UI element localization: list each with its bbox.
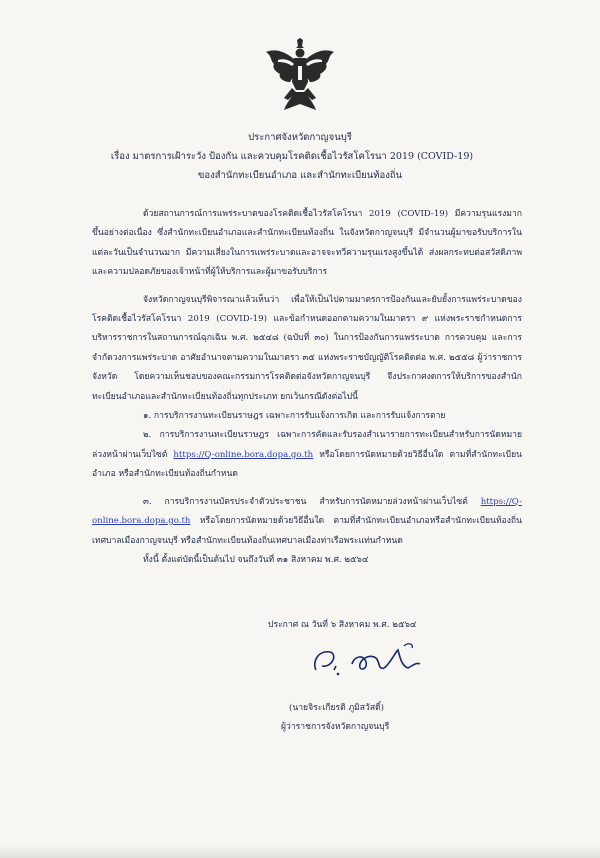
effective-period: ทั้งนี้ ตั้งแต่บัดนี้เป็นต้นไป จนถึงวันที่ ๓๑ สิงหาคม พ.ศ. ๒๕๖๔ xyxy=(143,554,369,565)
announcement-title: ประกาศจังหวัดกาญจนบุรี xyxy=(248,132,352,143)
signer-block xyxy=(281,699,389,737)
page-bottom-edge xyxy=(0,844,600,858)
exception-item-2 xyxy=(92,426,522,484)
exception-item-3-text: ๓. การบริการงานบัตรประจำตัวประชาชน สำหรับการนัดหมายล่วงหน้าผ่านเว็บไซต์ xyxy=(143,496,481,507)
paragraph-measures: จังหวัดกาญจนบุรีพิจารณาแล้วเห็นว่า เพื่อให้เป็นไปตามมาตรการป้องกันและยับยั้งการแพร่ระบาดของโรคติดเชื้อไวรัสโคโรนา 2019 (COVID-19) และข้อกำหนดออกตามความในมาตรา ๙ แห่งพระราชกำหนดการบริหารราชการในสถานการณ์ฉุกเฉิน พ.ศ. ๒๕๔๘ (ฉบับที่ ๓๐) ในการป้องกันการแพร่ระบาด การควบคุม และการจำกัดวงการแพร่ระบาด อาศัยอำนาจตามความในมาตรา ๓๕ แห่งพระราชบัญญัติโรคติดต่อ พ.ศ. ๒๕๕๘ ผู้ว่าราชการจังหวัด โดยความเห็นชอบของคณะกรรมการโรคติดต่อจังหวัดกาญจนบุรี จึงประกาศงดการให้บริการของสำนักทะเบียนอำเภอและสำนักทะเบียนท้องถิ่นทุกประเภท ยกเว้นกรณีดังต่อไปนี้ xyxy=(92,294,522,402)
garuda-emblem-icon xyxy=(264,38,336,112)
announcement-subject-line2: ของสำนักทะเบียนอำเภอ และสำนักทะเบียนท้องถิ่น xyxy=(197,170,403,181)
announcement-header xyxy=(0,128,600,185)
exception-item-3 xyxy=(92,493,522,551)
exception-item-2-text: ๒. การบริการงานทะเบียนราษฎร เฉพาะการคัดและรับรองสำเนารายการทะเบียนสำหรับการนัดหมายล่วงหน้าผ่านเว็บไซต์ xyxy=(92,430,522,460)
signer-title: ผู้ว่าราชการจังหวัดกาญจนบุรี xyxy=(281,722,390,732)
announce-date: ประกาศ ณ วันที่ ๖ สิงหาคม พ.ศ. ๒๕๖๔ xyxy=(268,620,417,630)
q-online-link[interactable]: https://Q-online.bora.dopa.go.th xyxy=(173,449,314,460)
handwritten-signature xyxy=(308,640,438,680)
announcement-subject: เรื่อง มาตรการเฝ้าระวัง ป้องกัน และควบคุมโรคติดเชื้อไวรัสโคโรนา 2019 (COVID-19) xyxy=(110,151,474,162)
exception-item-2-text-end: หรือโดยการนัดหมายด้วยวิธีอื่นใด ตามที่สำนักทะเบียนอำเภอ หรือสำนักทะเบียนท้องถิ่นกำหนด xyxy=(92,449,522,480)
paragraph-situation: ด้วยสถานการณ์การแพร่ระบาดของโรคติดเชื้อไวรัสโคโรนา 2019 (COVID-19) มีความรุนแรงมากขึ้นอย่างต่อเนื่อง ซึ่งสำนักทะเบียนอำเภอและสำนักทะเบียนท้องถิ่น ในจังหวัดกาญจนบุรี มีจำนวนผู้มาขอรับบริการในแต่ละวันเป็นจำนวนมาก มีความเสี่ยงในการแพร่ระบาดและอาจจะทวีความรุนแรงสูงขึ้นได้ ส่งผลกระทบต่อสวัสดิภาพและความปลอดภัยของเจ้าหน้าที่ผู้ให้บริการและผู้มาขอรับบริการ xyxy=(92,209,522,278)
signer-name: (นายจิระเกียรติ ภูมิสวัสดิ์) xyxy=(289,703,385,713)
q-online-link-2[interactable]: https://Q-online.bora.dopa.go.th xyxy=(92,496,522,527)
announcement-body xyxy=(92,205,522,570)
exception-item-1: ๑. การบริการงานทะเบียนราษฎร เฉพาะการรับแจ้งการเกิด และการรับแจ้งการตาย xyxy=(143,411,446,422)
exception-item-3-text-end: หรือโดยการนัดหมายด้วยวิธีอื่นใด ตามที่สำนักทะเบียนอำเภอหรือสำนักทะเบียนท้องถิ่นเทศบาลเมืองกาญจนบุรี หรือสำนักทะเบียนท้องถิ่นเทศบาลเมืองท่าเรือพระแท่นกำหนด xyxy=(92,516,522,546)
